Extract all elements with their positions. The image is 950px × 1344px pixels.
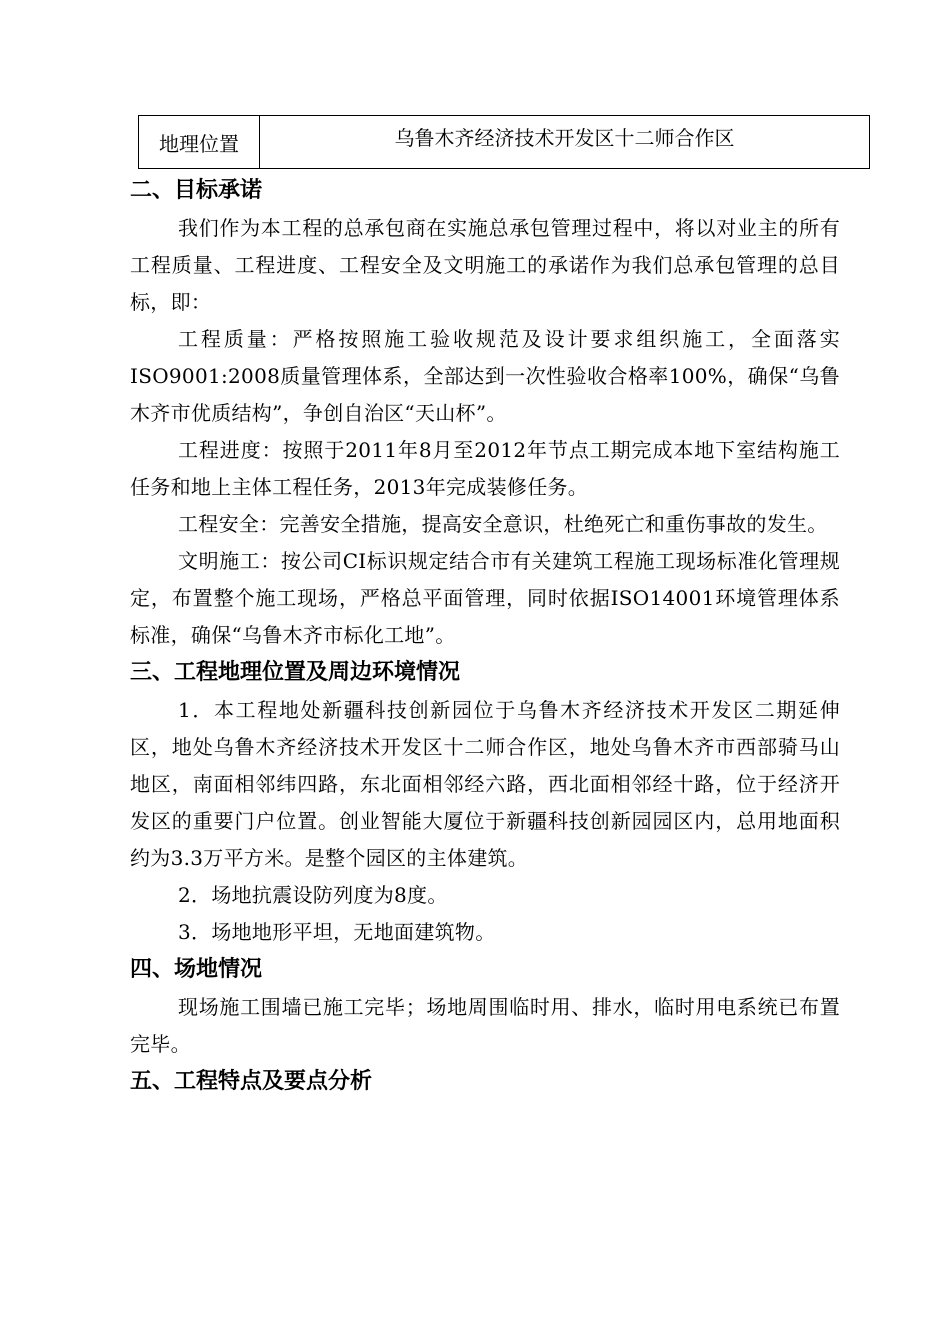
document-body bbox=[130, 172, 840, 1101]
paragraph-goals-intro: 我们作为本工程的总承包商在实施总承包管理过程中，将以对业主的所有工程质量、工程进度、工程安全及文明施工的承诺作为我们总承包管理的总目标，即： bbox=[130, 216, 840, 314]
paragraph-location-2: 2．场地抗震设防列度为8度。 bbox=[178, 883, 448, 907]
location-value-cell: 乌鲁木齐经济技术开发区十二师合作区 bbox=[260, 116, 870, 169]
paragraph-site: 现场施工围墙已施工完毕；场地周围临时用、排水，临时用电系统已布置完毕。 bbox=[130, 995, 840, 1056]
section-heading-site: 四、场地情况 bbox=[130, 957, 263, 982]
section-heading-goals: 二、目标承诺 bbox=[130, 178, 263, 203]
paragraph-location-1: 1．本工程地处新疆科技创新园位于乌鲁木齐经济技术开发区二期延伸区，地处乌鲁木齐经济技术开发区十二师合作区，地处乌鲁木齐市西部骑马山地区，南面相邻纬四路，东北面相邻经六路，西北面相邻经十路，位于经济开发区的重要门户位置。创业智能大厦位于新疆科技创新园园区内，总用地面积约为3.3万平方米。是整个园区的主体建筑。 bbox=[130, 698, 840, 870]
section-heading-location: 三、工程地理位置及周边环境情况 bbox=[130, 660, 461, 685]
location-label-cell: 地理位置 bbox=[139, 116, 260, 169]
location-table bbox=[138, 115, 870, 169]
paragraph-quality: 工程质量：严格按照施工验收规范及设计要求组织施工，全面落实ISO9001:2008质量管理体系，全部达到一次性验收合格率100%，确保“乌鲁木齐市优质结构”，争创自治区“天山杯”。 bbox=[130, 327, 840, 425]
paragraph-location-3: 3．场地地形平坦，无地面建筑物。 bbox=[178, 920, 496, 944]
section-heading-analysis: 五、工程特点及要点分析 bbox=[130, 1069, 373, 1094]
paragraph-civilized-construction: 文明施工：按公司CI标识规定结合市有关建筑工程施工现场标准化管理规定，布置整个施工现场，严格总平面管理，同时依据ISO14001环境管理体系标准，确保“乌鲁木齐市标化工地”。 bbox=[130, 549, 840, 647]
paragraph-schedule: 工程进度：按照于2011年8月至2012年节点工期完成本地下室结构施工任务和地上主体工程任务，2013年完成装修任务。 bbox=[130, 438, 840, 499]
paragraph-safety: 工程安全：完善安全措施，提高安全意识，杜绝死亡和重伤事故的发生。 bbox=[178, 512, 828, 536]
table-row bbox=[139, 116, 870, 169]
